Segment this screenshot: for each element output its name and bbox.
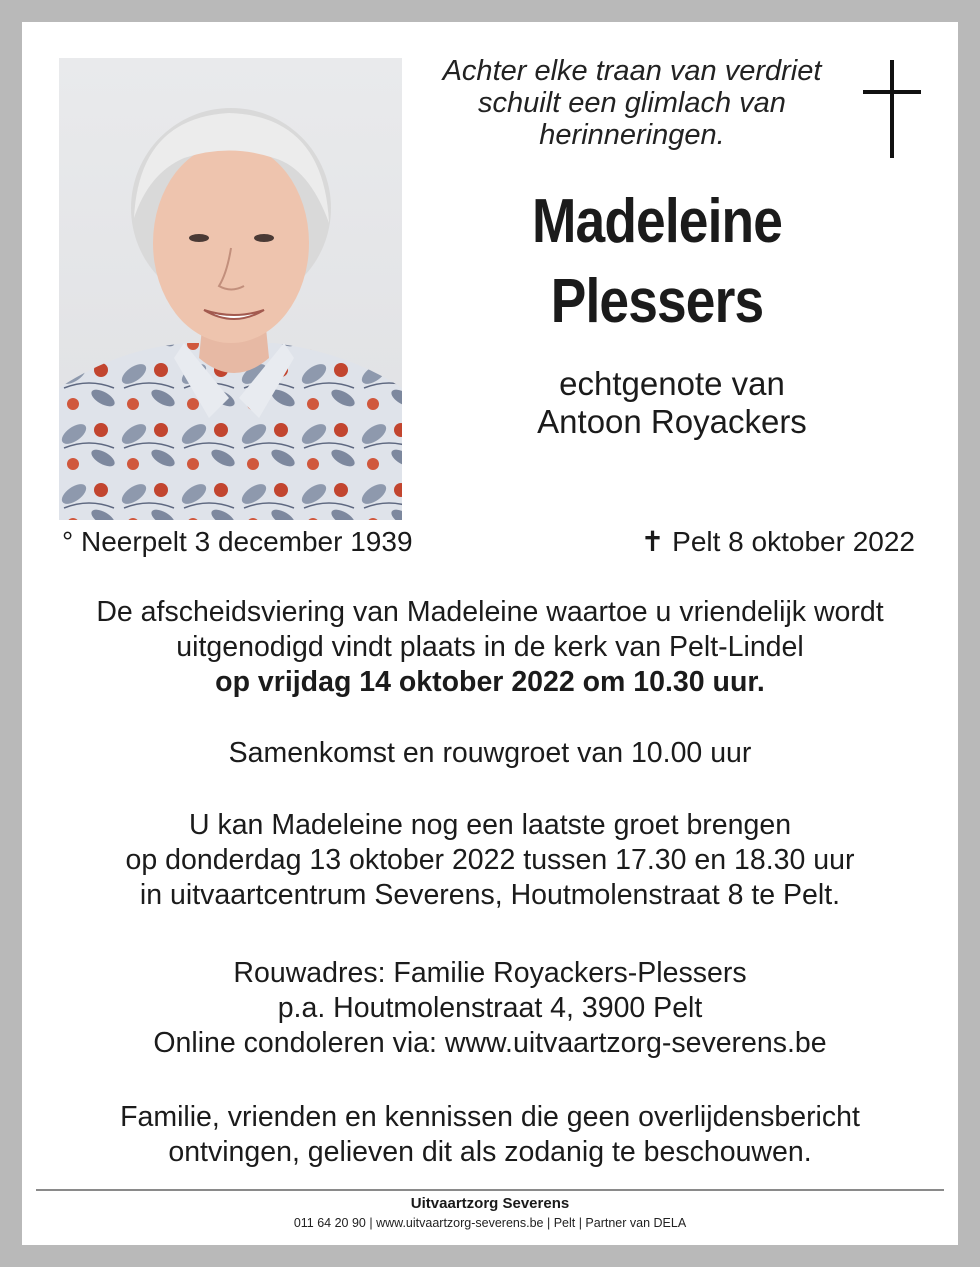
ceremony-line: uitgenodigd vindt plaats in de kerk van Pelt-Lindel xyxy=(176,631,804,663)
spouse-name: Antoon Royackers xyxy=(537,403,807,440)
portrait-photo xyxy=(59,58,402,520)
notice-line: Familie, vrienden en kennissen die geen overlijdensbericht xyxy=(120,1101,860,1133)
visit-section xyxy=(40,808,940,913)
ceremony-line: De afscheidsviering van Madeleine waartoe u vriendelijk wordt xyxy=(96,596,884,628)
ceremony-datetime: op vrijdag 14 oktober 2022 om 10.30 uur. xyxy=(215,666,765,698)
deceased-name xyxy=(472,182,842,342)
address-line: Rouwadres: Familie Royackers-Plessers xyxy=(233,957,747,989)
cross-icon xyxy=(863,60,921,160)
death-info: ✝ Pelt 8 oktober 2022 xyxy=(640,526,915,557)
condolence-line: Online condoleren via: www.uitvaartzorg-severens.be xyxy=(153,1027,827,1059)
visit-line: U kan Madeleine nog een laatste groet brengen xyxy=(188,809,792,841)
quote-line: herinneringen. xyxy=(539,119,725,151)
footer-divider xyxy=(36,1189,944,1191)
visit-line: in uitvaartcentrum Severens, Houtmolenstraat 8 te Pelt. xyxy=(139,879,841,911)
obituary-card xyxy=(22,22,958,1245)
footer-company: Uitvaartzorg Severens xyxy=(410,1195,570,1212)
quote-line: Achter elke traan van verdriet xyxy=(442,55,822,87)
gathering-line: Samenkomst en rouwgroet van 10.00 uur xyxy=(228,737,752,769)
address-section xyxy=(40,956,940,1061)
memorial-quote xyxy=(402,55,862,151)
notice-section xyxy=(40,1100,940,1170)
quote-line: schuilt een glimlach van xyxy=(478,87,786,119)
visit-line: op donderdag 13 oktober 2022 tussen 17.30 en 18.30 uur xyxy=(125,844,855,876)
gathering-section xyxy=(40,736,940,771)
ceremony-section xyxy=(40,595,940,700)
notice-line: ontvingen, gelieven dit als zodanig te beschouwen. xyxy=(168,1136,812,1168)
address-line: p.a. Houtmolenstraat 4, 3900 Pelt xyxy=(277,992,703,1024)
relation-label: echtgenote van xyxy=(559,365,785,402)
last-name: Plessers xyxy=(550,267,764,336)
birth-info: ° Neerpelt 3 december 1939 xyxy=(62,526,413,557)
footer-contact: 011 64 20 90 | www.uitvaartzorg-severens.be | Pelt | Partner van DELA xyxy=(293,1216,687,1230)
spouse-relation xyxy=(442,365,902,441)
first-name: Madeleine xyxy=(531,187,783,256)
portrait-illustration xyxy=(59,58,402,520)
